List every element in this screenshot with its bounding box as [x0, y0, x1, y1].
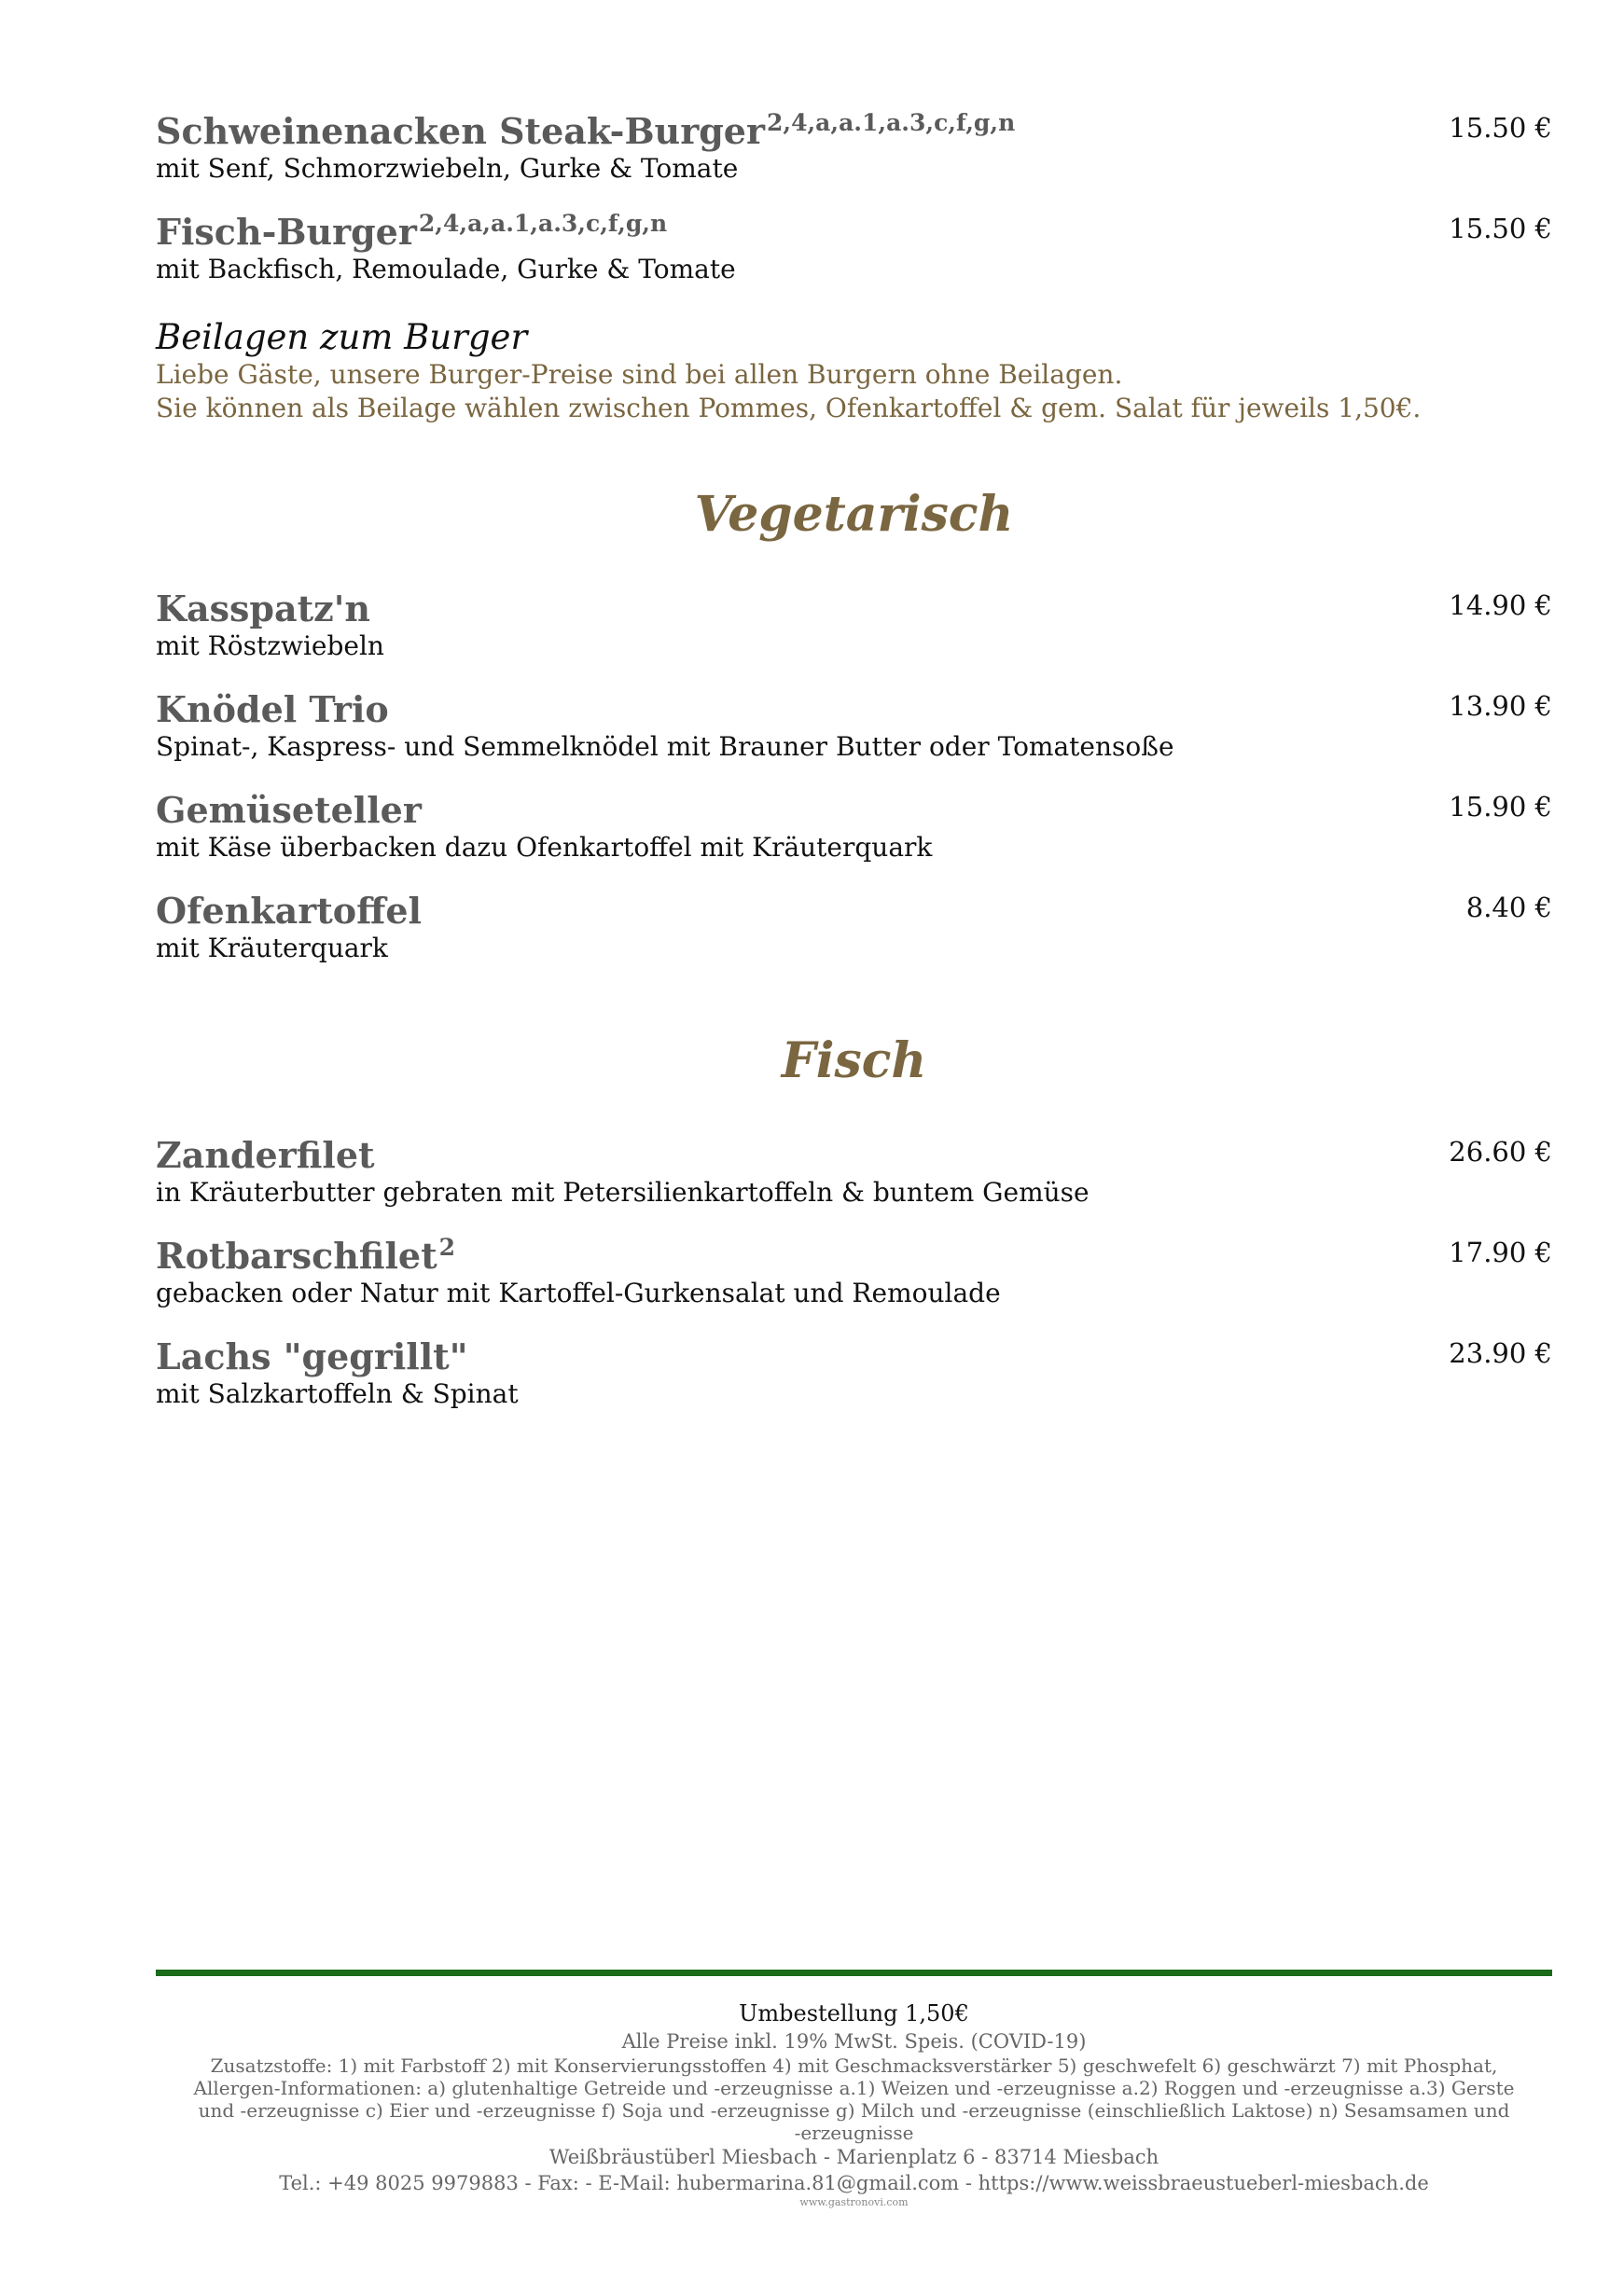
menu-item — [156, 211, 1552, 285]
item-name: Zanderfilet — [156, 1134, 375, 1176]
item-name: Fisch-Burger$^{2,4,a,a.1,a.3,c,f,g,n}$ — [156, 210, 668, 253]
section-title-vegetarisch: Vegetarisch — [694, 486, 1014, 543]
vat-note: Alle Preise inkl. 19% MwSt. Speis. (COVID-19) — [621, 2030, 1087, 2053]
menu-page — [156, 0, 1552, 2296]
item-description: mit Senf, Schmorzwiebeln, Gurke & Tomate — [156, 153, 739, 184]
additives-line: Zusatzstoffe: 1) mit Farbstoff 2) mit Konservierungsstoffen 4) mit Geschmacksverstärker 5) geschwefelt 6) geschwärzt 7) mit Phosphat, — [210, 2054, 1498, 2077]
item-name: Knödel Trio — [156, 688, 389, 730]
item-price: 14.90 € — [1449, 589, 1552, 621]
menu-item — [156, 1335, 1552, 1410]
item-price: 26.60 € — [1449, 1136, 1552, 1168]
allergens-line: und -erzeugnisse c) Eier und -erzeugnisse f) Soja und -erzeugnisse g) Milch und -erzeugnisse (einschließlich Laktose) n) Sesamsamen und — [198, 2099, 1510, 2122]
item-description: Spinat-, Kaspress- und Semmelknödel mit Brauner Butter oder Tomatensoße — [156, 731, 1174, 762]
restaurant-address: Weißbräustüberl Miesbach - Marienplatz 6 - 83714 Miesbach — [548, 2146, 1159, 2168]
item-name: Rotbarschfilet$^2$ — [156, 1234, 456, 1277]
menu-item — [156, 588, 1552, 662]
allergens-line: Allergen-Informationen: a) glutenhaltige Getreide und -erzeugnisse a.1) Weizen und -erzeugnisse a.2) Roggen und -erzeugnisse a.3) Gerste — [193, 2077, 1515, 2099]
item-name: Lachs "gegrillt" — [156, 1335, 468, 1377]
item-price: 15.50 € — [1449, 213, 1552, 244]
restaurant-contact: Tel.: +49 8025 9979883 - Fax: - E-Mail: hubermarina.81@gmail.com - https://www.weissbraeustueberl-miesbach.de — [279, 2172, 1429, 2194]
item-price: 15.50 € — [1449, 112, 1552, 144]
menu-item — [156, 789, 1552, 864]
item-price: 17.90 € — [1449, 1237, 1552, 1268]
note-line: Liebe Gäste, unsere Burger-Preise sind bei allen Burgern ohne Beilagen. — [156, 359, 1123, 390]
footer-divider — [156, 1970, 1552, 1976]
allergen-codes: 2 — [438, 1234, 456, 1261]
note-title: Beilagen zum Burger — [156, 317, 528, 357]
item-description: mit Salzkartoffeln & Spinat — [156, 1378, 519, 1409]
item-name: Gemüseteller — [156, 789, 422, 831]
item-name: Kasspatz'n — [156, 588, 371, 629]
item-name: Schweinenacken Steak-Burger$^{2,4,a,a.1,a.3,c,f,g,n}$ — [156, 109, 1016, 152]
item-description: mit Backfisch, Remoulade, Gurke & Tomate — [156, 254, 736, 284]
credit: www.gastronovi.com — [799, 2196, 909, 2208]
menu-item — [156, 688, 1552, 763]
item-description: mit Kräuterquark — [156, 933, 388, 963]
item-name: Ofenkartoffel — [156, 890, 422, 932]
item-price: 15.90 € — [1449, 791, 1552, 823]
item-description: mit Röstzwiebeln — [156, 630, 384, 661]
umbestellung-note: Umbestellung 1,50€ — [739, 2000, 969, 2026]
section-title-fisch: Fisch — [781, 1032, 927, 1089]
menu-item — [156, 1235, 1552, 1309]
menu-item — [156, 890, 1552, 964]
item-description: gebacken oder Natur mit Kartoffel-Gurkensalat und Remoulade — [156, 1278, 1001, 1308]
item-price: 8.40 € — [1465, 892, 1552, 923]
note-line: Sie können als Beilage wählen zwischen Pommes, Ofenkartoffel & gem. Salat für jeweils 1,50€. — [156, 393, 1422, 423]
item-price: 23.90 € — [1449, 1337, 1552, 1369]
menu-item — [156, 1134, 1552, 1209]
allergen-codes: 2,4,a,a.1,a.3,c,f,g,n — [418, 210, 668, 237]
allergens-line: -erzeugnisse — [794, 2122, 914, 2144]
footer — [156, 1999, 1552, 2209]
menu-item — [156, 110, 1552, 185]
item-description: mit Käse überbacken dazu Ofenkartoffel mit Kräuterquark — [156, 832, 933, 863]
item-price: 13.90 € — [1449, 690, 1552, 722]
allergen-codes: 2,4,a,a.1,a.3,c,f,g,n — [766, 109, 1016, 136]
item-description: in Kräuterbutter gebraten mit Petersilienkartoffeln & buntem Gemüse — [156, 1177, 1090, 1208]
burger-sides-note — [156, 317, 1552, 425]
